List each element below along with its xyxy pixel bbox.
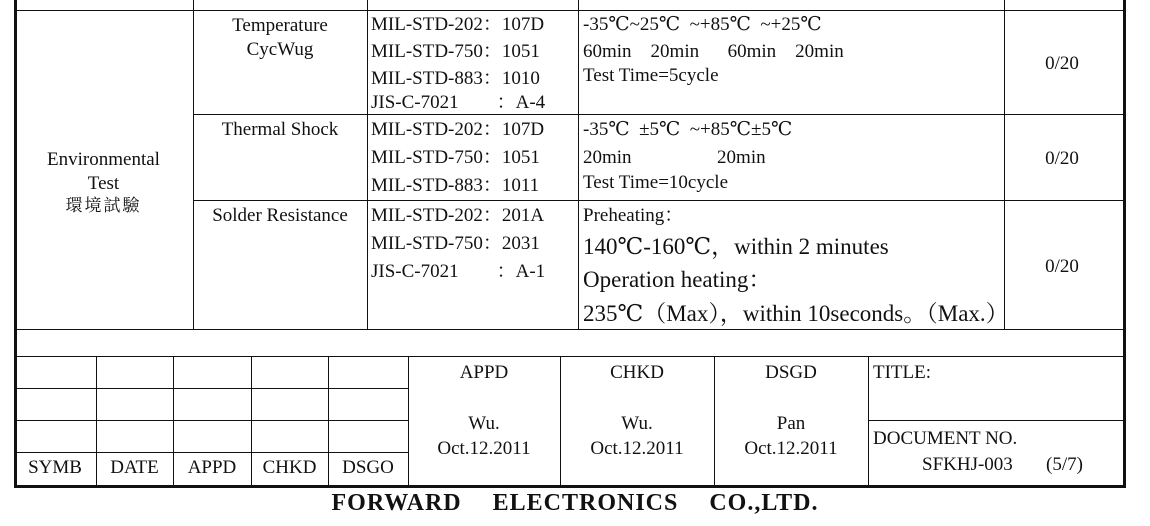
standard-ref: MIL-STD-202：201A xyxy=(371,205,545,226)
rule xyxy=(14,10,1126,11)
title-label: TITLE: xyxy=(873,362,932,383)
standard-ref: MIL-STD-750：1051 xyxy=(371,41,540,62)
test-condition: Operation heating： xyxy=(583,267,772,292)
standard-ref: MIL-STD-202：107D xyxy=(371,119,545,140)
page-number: (5/7) xyxy=(1046,454,1083,475)
standard-ref: MIL-STD-883：1011 xyxy=(371,175,540,196)
chkd-label: CHKD xyxy=(610,362,664,383)
rule xyxy=(578,0,579,329)
revision-header-dsgo: DSGO xyxy=(342,457,394,478)
test-condition: Test Time=10cycle xyxy=(583,172,729,193)
standard-ref: MIL-STD-750：2031 xyxy=(371,233,540,254)
dsgd-label: DSGD xyxy=(765,362,817,383)
rule xyxy=(14,329,1126,330)
test-condition: Test Time=5cycle xyxy=(583,65,719,86)
document-number: SFKHJ-003 xyxy=(922,454,1013,475)
rule xyxy=(14,388,408,389)
appd-date: Oct.12.2011 xyxy=(437,438,531,459)
test-name: Temperature xyxy=(232,15,328,36)
test-result: 0/20 xyxy=(1045,256,1079,277)
revision-header-chkd: CHKD xyxy=(262,457,317,478)
chkd-name: Wu. xyxy=(621,413,653,434)
dsgd-date: Oct.12.2011 xyxy=(744,438,838,459)
appd-name: Wu. xyxy=(468,413,500,434)
standard-ref: MIL-STD-750：1051 xyxy=(371,147,540,168)
company-name: FORWARD ELECTRONICS CO.,LTD. xyxy=(331,490,819,516)
revision-header-date: DATE xyxy=(110,457,159,478)
test-condition: -35℃ ±5℃ ~+85℃±5℃ xyxy=(583,119,793,140)
dsgd-name: Pan xyxy=(776,413,806,434)
rule xyxy=(14,420,408,421)
revision-header-symb: SYMB xyxy=(28,457,82,478)
rule xyxy=(868,420,1126,421)
document-no-label: DOCUMENT NO. xyxy=(873,428,1018,449)
category-label-line2: Test xyxy=(87,173,120,194)
test-condition: Preheating： xyxy=(583,205,684,226)
rule xyxy=(14,356,1126,357)
rule xyxy=(14,452,408,453)
test-condition: 20min 20min xyxy=(583,147,766,168)
category-label-zh: 環境試驗 xyxy=(65,196,142,216)
standard-ref: JIS-C-7021 ：A-4 xyxy=(371,92,546,113)
test-name: Solder Resistance xyxy=(212,205,348,226)
test-condition: -35℃~25℃ ~+85℃ ~+25℃ xyxy=(583,14,822,35)
category-label: Environmental xyxy=(47,149,160,170)
chkd-date: Oct.12.2011 xyxy=(590,438,684,459)
standard-ref: MIL-STD-883：1010 xyxy=(371,68,540,89)
appd-label: APPD xyxy=(459,362,509,383)
rule xyxy=(367,0,368,329)
test-condition: 235℃（Max），within 10seconds。（Max.） xyxy=(583,301,1009,326)
test-result: 0/20 xyxy=(1045,148,1079,169)
rule xyxy=(193,200,1126,201)
test-name: CycWug xyxy=(246,39,314,60)
test-result: 0/20 xyxy=(1045,53,1079,74)
revision-header-appd: APPD xyxy=(187,457,237,478)
rule xyxy=(868,356,869,486)
standard-ref: JIS-C-7021 ：A-1 xyxy=(371,261,546,282)
standard-ref: MIL-STD-202：107D xyxy=(371,14,545,35)
test-condition: 140℃-160℃，within 2 minutes xyxy=(583,234,889,259)
test-condition: 60min 20min 60min 20min xyxy=(583,41,844,62)
test-name: Thermal Shock xyxy=(221,119,339,140)
rule xyxy=(193,114,1126,115)
